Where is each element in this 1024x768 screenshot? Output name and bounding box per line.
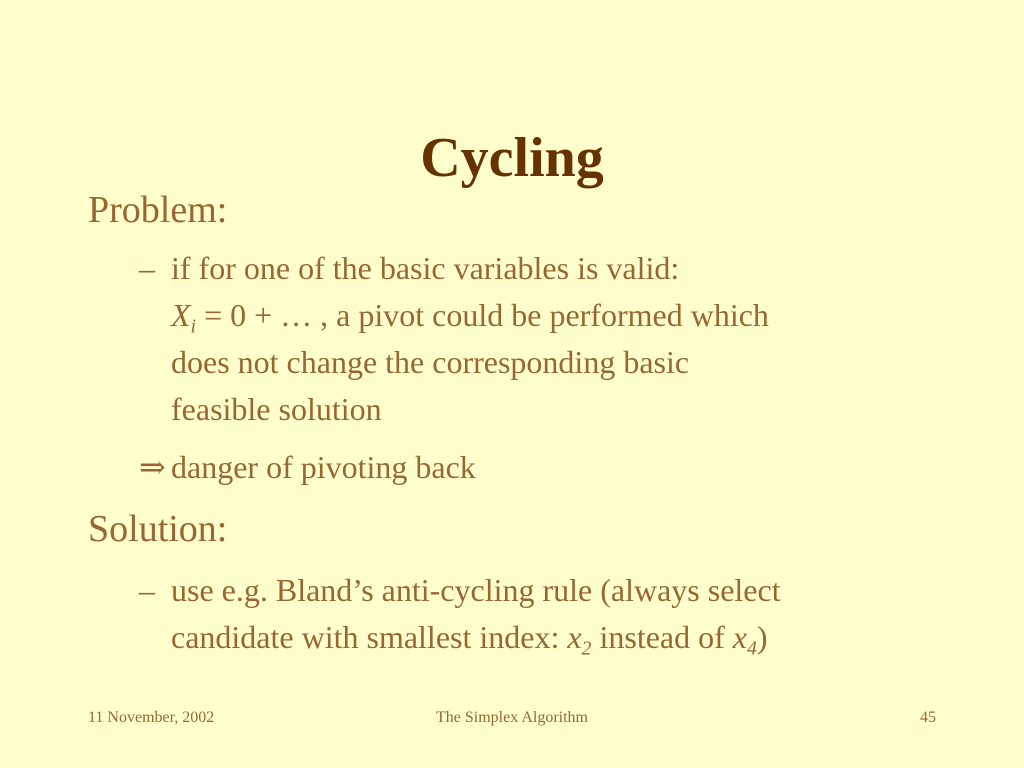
- instead-of-text: instead of: [591, 619, 733, 655]
- variable-x: x: [567, 619, 582, 655]
- danger-implication: [88, 444, 968, 491]
- variable-x: X: [171, 297, 191, 333]
- problem-line-2: [171, 292, 968, 339]
- closing-parenthesis: ): [756, 619, 768, 655]
- subscript-4: 4: [746, 637, 757, 660]
- problem-bullet: [88, 245, 968, 433]
- dash-bullet: –: [139, 572, 155, 608]
- problem-heading: Problem:: [88, 189, 228, 231]
- solution-line-2: [171, 614, 968, 661]
- implies-arrow-icon: ⇒: [139, 449, 166, 485]
- dash-bullet: –: [139, 250, 155, 286]
- subscript-2: 2: [581, 637, 592, 660]
- footer-topic: The Simplex Algorithm: [436, 709, 588, 726]
- footer-date: 11 November, 2002: [88, 709, 215, 726]
- subscript-i: i: [190, 315, 197, 338]
- solution-bullet: [88, 567, 968, 661]
- solution-heading: Solution:: [88, 508, 228, 550]
- problem-line-1: if for one of the basic variables is valid:: [171, 250, 680, 286]
- solution-line-1: use e.g. Bland’s anti-cycling rule (always select: [171, 572, 781, 608]
- pivot-condition-text: = 0 + … , a pivot could be performed which: [196, 297, 769, 333]
- slide-title: Cycling: [420, 126, 604, 189]
- danger-text: danger of pivoting back: [171, 449, 476, 485]
- page-number: 45: [920, 709, 936, 726]
- slide-body: [88, 186, 968, 661]
- variable-x: x: [732, 619, 747, 655]
- candidate-text: candidate with smallest index:: [171, 619, 568, 655]
- problem-line-4: feasible solution: [171, 391, 382, 427]
- problem-line-3: does not change the corresponding basic: [171, 344, 690, 380]
